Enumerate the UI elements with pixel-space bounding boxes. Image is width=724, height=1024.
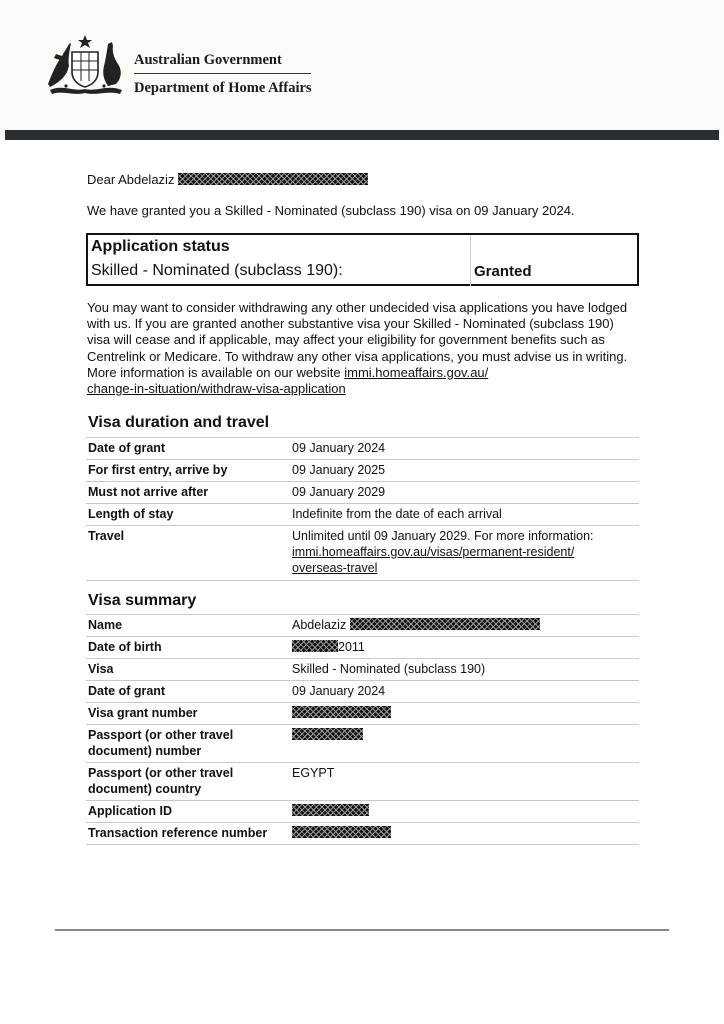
row-label: Passport (or other travel document) country — [86, 763, 290, 801]
row-label: Date of birth — [86, 637, 290, 659]
application-status-box — [86, 233, 639, 286]
table-row — [86, 482, 639, 504]
redacted-surname — [350, 618, 540, 630]
row-value: EGYPT — [290, 763, 639, 801]
department-name: Department of Home Affairs — [134, 80, 312, 96]
duration-section-title: Visa duration and travel — [88, 414, 270, 431]
table-row — [86, 504, 639, 526]
letterhead-divider — [134, 73, 311, 74]
row-label: Transaction reference number — [86, 823, 290, 845]
row-label: Passport (or other travel document) number — [86, 725, 290, 763]
row-value: 09 January 2025 — [290, 460, 639, 482]
redacted-birth-day-month — [292, 640, 338, 652]
table-row — [86, 725, 639, 763]
row-value: 09 January 2024 — [290, 681, 639, 703]
row-value — [290, 801, 639, 823]
row-value — [290, 823, 639, 845]
withdrawal-notice — [87, 300, 632, 397]
row-label: Application ID — [86, 801, 290, 823]
salutation-text: Dear Abdelaziz — [87, 172, 175, 187]
row-value — [290, 703, 639, 725]
summary-table — [86, 614, 639, 845]
redacted-surname — [178, 173, 368, 185]
redacted-grant-number — [292, 706, 391, 718]
redacted-application-id — [292, 804, 369, 816]
granted-statement: We have granted you a Skilled - Nominated (subclass 190) visa on 09 January 2024. — [87, 203, 575, 218]
table-row — [86, 681, 639, 703]
withdraw-link-part1[interactable]: immi.homeaffairs.gov.au/ — [344, 364, 489, 380]
row-value — [290, 526, 639, 581]
withdraw-link-part2[interactable]: change-in-situation/withdraw-visa-application — [87, 381, 346, 397]
row-label: Name — [86, 615, 290, 637]
letterhead — [0, 0, 724, 136]
status-visa-label: Skilled - Nominated (subclass 190): — [91, 262, 343, 279]
table-row — [86, 703, 639, 725]
row-label: Visa grant number — [86, 703, 290, 725]
table-row — [86, 615, 639, 637]
row-label: Travel — [86, 526, 290, 581]
salutation — [87, 172, 368, 187]
travel-text: Unlimited until 09 January 2029. For more information: — [292, 529, 594, 543]
status-column-divider — [470, 235, 471, 286]
table-row — [86, 637, 639, 659]
row-label: Date of grant — [86, 438, 290, 460]
status-value: Granted — [474, 263, 532, 280]
row-value: 09 January 2024 — [290, 438, 639, 460]
row-value: 09 January 2029 — [290, 482, 639, 504]
row-value: Skilled - Nominated (subclass 190) — [290, 659, 639, 681]
table-row — [86, 438, 639, 460]
table-row — [86, 763, 639, 801]
travel-link-part1[interactable]: immi.homeaffairs.gov.au/visas/permanent-resident/ — [292, 545, 575, 559]
footer-divider — [55, 929, 669, 931]
table-row — [86, 823, 639, 845]
table-row — [86, 659, 639, 681]
table-row — [86, 460, 639, 482]
row-label: Length of stay — [86, 504, 290, 526]
header-band — [5, 130, 719, 140]
redacted-passport-number — [292, 728, 363, 740]
coat-of-arms-icon — [42, 34, 128, 96]
row-label: For first entry, arrive by — [86, 460, 290, 482]
birth-year: 2011 — [338, 640, 365, 654]
summary-section-title: Visa summary — [88, 592, 197, 609]
name-value: Abdelaziz — [292, 618, 347, 632]
status-title: Application status — [91, 238, 230, 255]
row-label: Visa — [86, 659, 290, 681]
row-label: Must not arrive after — [86, 482, 290, 504]
notice-text: You may want to consider withdrawing any other undecided visa applications you have lodged with us. If you are granted another substantive visa your Skilled - Nominated (subclass 190) visa will cease and if applicable, may affect your eligibility for government benefits such as Centrelink or Medicare. To withdraw any other visa applications, you must advise us in writing. More information is available on our website — [87, 300, 628, 380]
row-label: Date of grant — [86, 681, 290, 703]
redacted-transaction-reference — [292, 826, 391, 838]
travel-link-part2[interactable]: overseas-travel — [292, 561, 378, 575]
table-row — [86, 801, 639, 823]
row-value — [290, 725, 639, 763]
duration-table — [86, 437, 639, 581]
table-row — [86, 526, 639, 581]
row-value — [290, 615, 639, 637]
government-name: Australian Government — [134, 52, 282, 68]
row-value: Indefinite from the date of each arrival — [290, 504, 639, 526]
row-value — [290, 637, 639, 659]
